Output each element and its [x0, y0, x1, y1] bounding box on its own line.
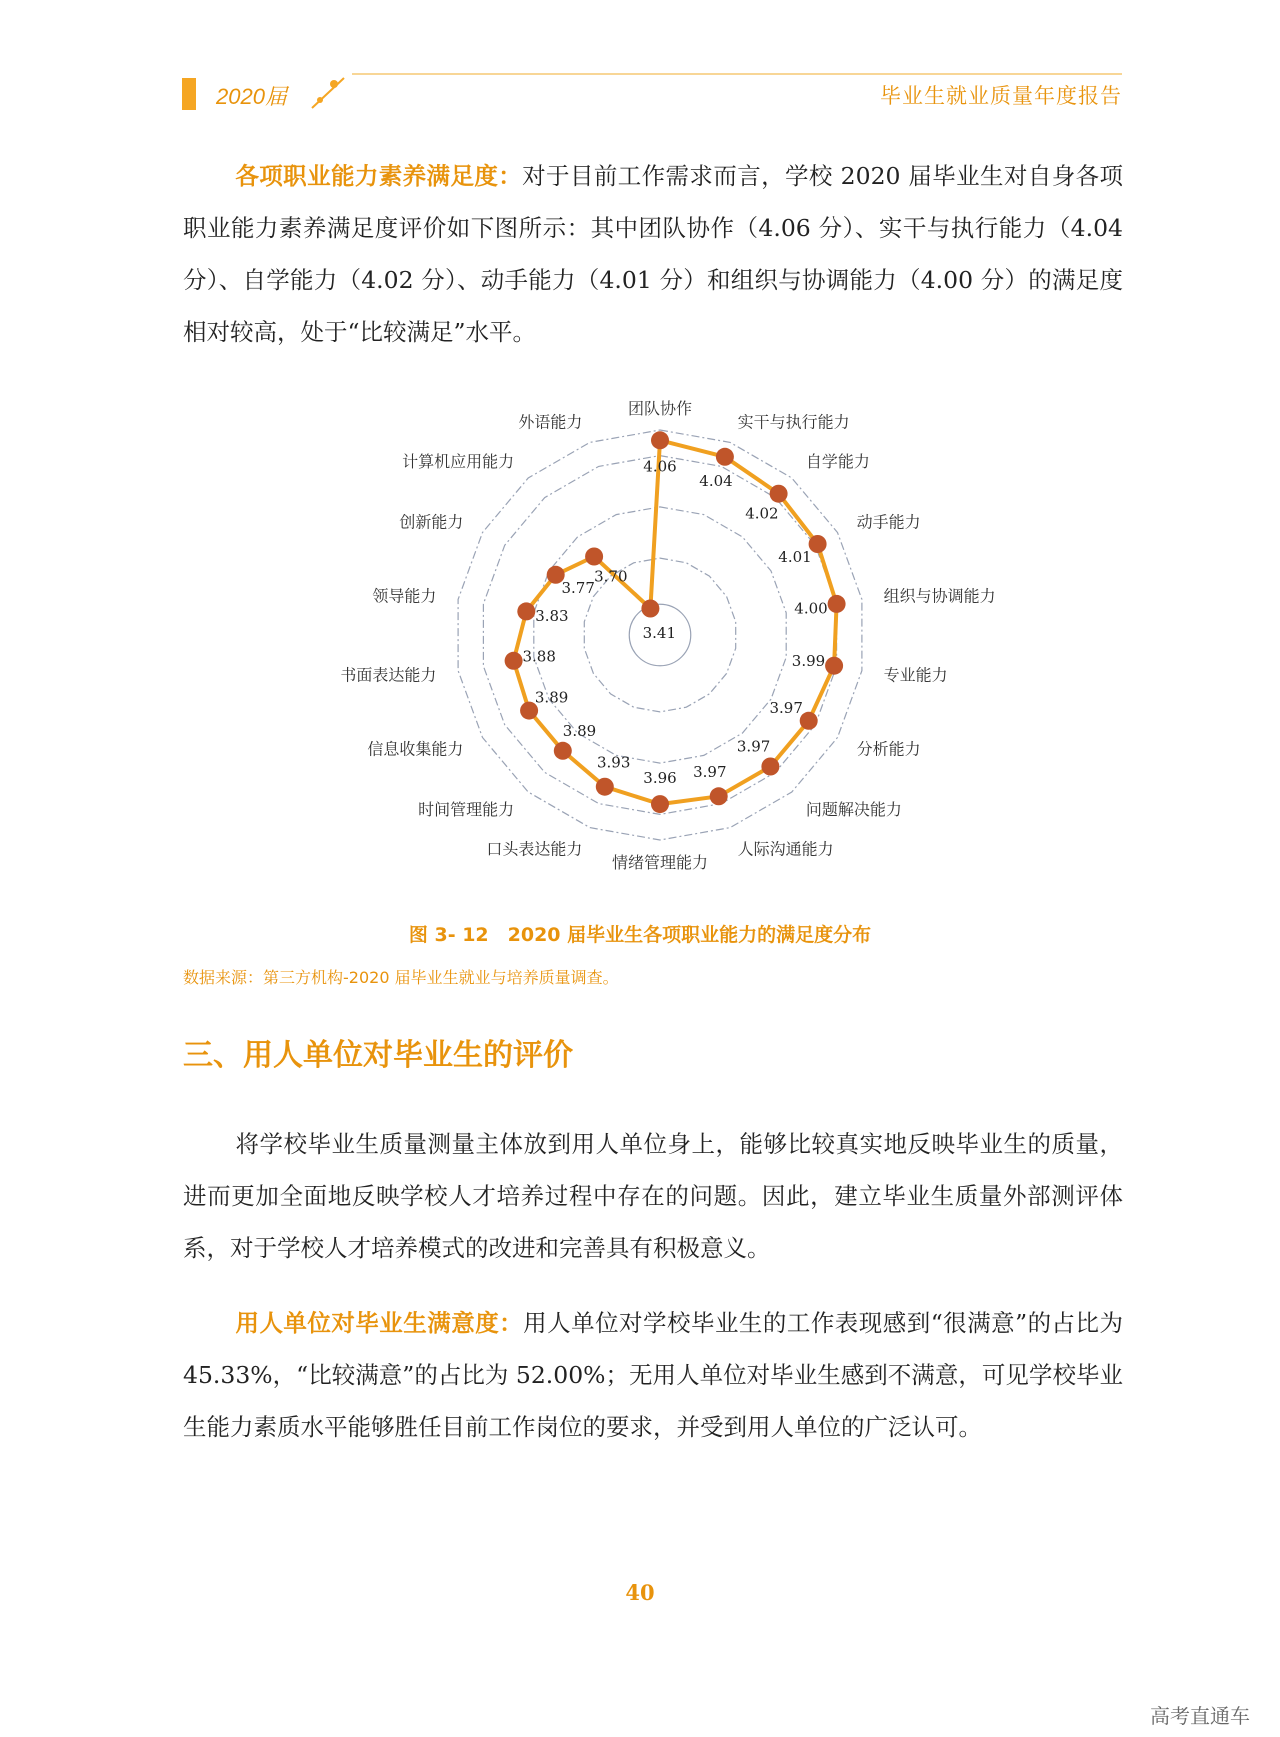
axis-label: 计算机应用能力 [402, 452, 515, 472]
header-year: 2020届 [216, 84, 287, 109]
data-label: 4.06 [643, 457, 677, 476]
page-number: 40 [625, 1580, 655, 1605]
paragraph-text: 将学校毕业生质量测量主体放到用人单位身上，能够比较真实地反映毕业生的质量，进而更加全面地反映学校人才培养过程中存在的问题。因此，建立毕业生质量外部测评体系，对于学校人才培养模式的改进和完善具有积极意义。 [183, 1130, 1123, 1262]
paragraph-employer-evaluation [183, 1118, 1123, 1274]
axis-label: 口头表达能力 [486, 839, 583, 859]
axis-label: 领导能力 [372, 586, 437, 606]
data-label: 3.89 [534, 688, 569, 707]
data-label: 4.01 [778, 548, 812, 566]
axis-label: 创新能力 [399, 512, 464, 532]
data-point [651, 795, 669, 813]
axis-label: 分析能力 [856, 739, 921, 759]
data-point [517, 602, 535, 620]
data-point [716, 448, 734, 466]
axis-label: 问题解决能力 [805, 799, 902, 819]
header-accent-bar [182, 78, 196, 110]
data-label: 3.97 [693, 762, 727, 781]
data-label: 3.97 [736, 737, 771, 756]
axis-label: 信息收集能力 [367, 739, 464, 759]
data-label: 3.97 [769, 698, 803, 717]
axis-label: 情绪管理能力 [611, 853, 709, 872]
axis-label: 书面表达能力 [340, 665, 437, 685]
data-point [505, 652, 523, 670]
radar-chart [300, 395, 996, 900]
axis-label: 实干与执行能力 [737, 412, 850, 432]
figure-source: 数据来源：第三方机构-2020 届毕业生就业与培养质量调查。 [183, 968, 619, 987]
data-point [641, 600, 659, 618]
axis-label: 外语能力 [518, 412, 583, 432]
data-point [554, 742, 572, 760]
paragraph-competency-satisfaction [183, 150, 1123, 358]
data-label: 3.77 [561, 578, 595, 597]
data-label: 3.89 [562, 721, 597, 740]
data-label: 4.02 [745, 504, 779, 523]
paragraph-text: 对于目前工作需求而言，学校 2020 届毕业生对自身各项职业能力素养满足度评价如下图所示：其中团队协作（4.06 分）、实干与执行能力（4.04 分）、自学能力（4.02 分）、动手能力（4.01 分）和组织与协调能力（4.00 分）的满足度相对较高，处于“比较满足”水平。 [183, 162, 1124, 346]
data-label: 3.88 [522, 647, 556, 666]
paragraph-highlight: 各项职业能力素养满足度： [235, 162, 523, 190]
page-header [182, 72, 1122, 112]
header-report-title: 毕业生就业质量年度报告 [880, 85, 1122, 108]
data-label: 4.00 [794, 599, 828, 618]
axis-label: 团队协作 [627, 399, 693, 418]
figure-caption: 图 3- 12 2020 届毕业生各项职业能力的满足度分布 [408, 924, 872, 946]
axis-label: 自学能力 [805, 452, 870, 472]
section-title: 三、用人单位对毕业生的评价 [183, 1038, 573, 1073]
data-point [585, 548, 603, 566]
paragraph-highlight: 用人单位对毕业生满意度： [235, 1309, 524, 1337]
data-point [828, 595, 846, 613]
axis-label: 组织与协调能力 [883, 586, 996, 606]
data-label: 3.83 [535, 606, 569, 625]
axis-label: 时间管理能力 [418, 799, 515, 819]
data-point [596, 778, 614, 796]
data-point [825, 657, 843, 675]
data-point [710, 787, 728, 805]
paragraph-employer-satisfaction [183, 1297, 1123, 1453]
watermark: 高考直通车 [1150, 1704, 1250, 1728]
data-point [770, 485, 788, 503]
axis-label: 专业能力 [883, 665, 948, 685]
axis-label: 动手能力 [856, 512, 921, 532]
axis-label: 人际沟通能力 [737, 839, 834, 859]
data-point [761, 758, 779, 776]
data-label: 3.96 [643, 769, 677, 788]
data-label: 3.41 [642, 623, 677, 642]
data-label: 4.04 [699, 472, 733, 491]
data-label: 3.70 [594, 567, 628, 586]
data-point [651, 431, 669, 449]
data-label: 3.99 [791, 652, 826, 671]
paragraph-text: 用人单位对学校毕业生的工作表现感到“很满意”的占比为 45.33%，“比较满意”的占比为 52.00%；无用人单位对毕业生感到不满意，可见学校毕业生能力素质水平能够胜任目前工作岗位的要求，并受到用人单位的广泛认可。 [183, 1309, 1124, 1441]
data-label: 3.93 [596, 753, 631, 772]
